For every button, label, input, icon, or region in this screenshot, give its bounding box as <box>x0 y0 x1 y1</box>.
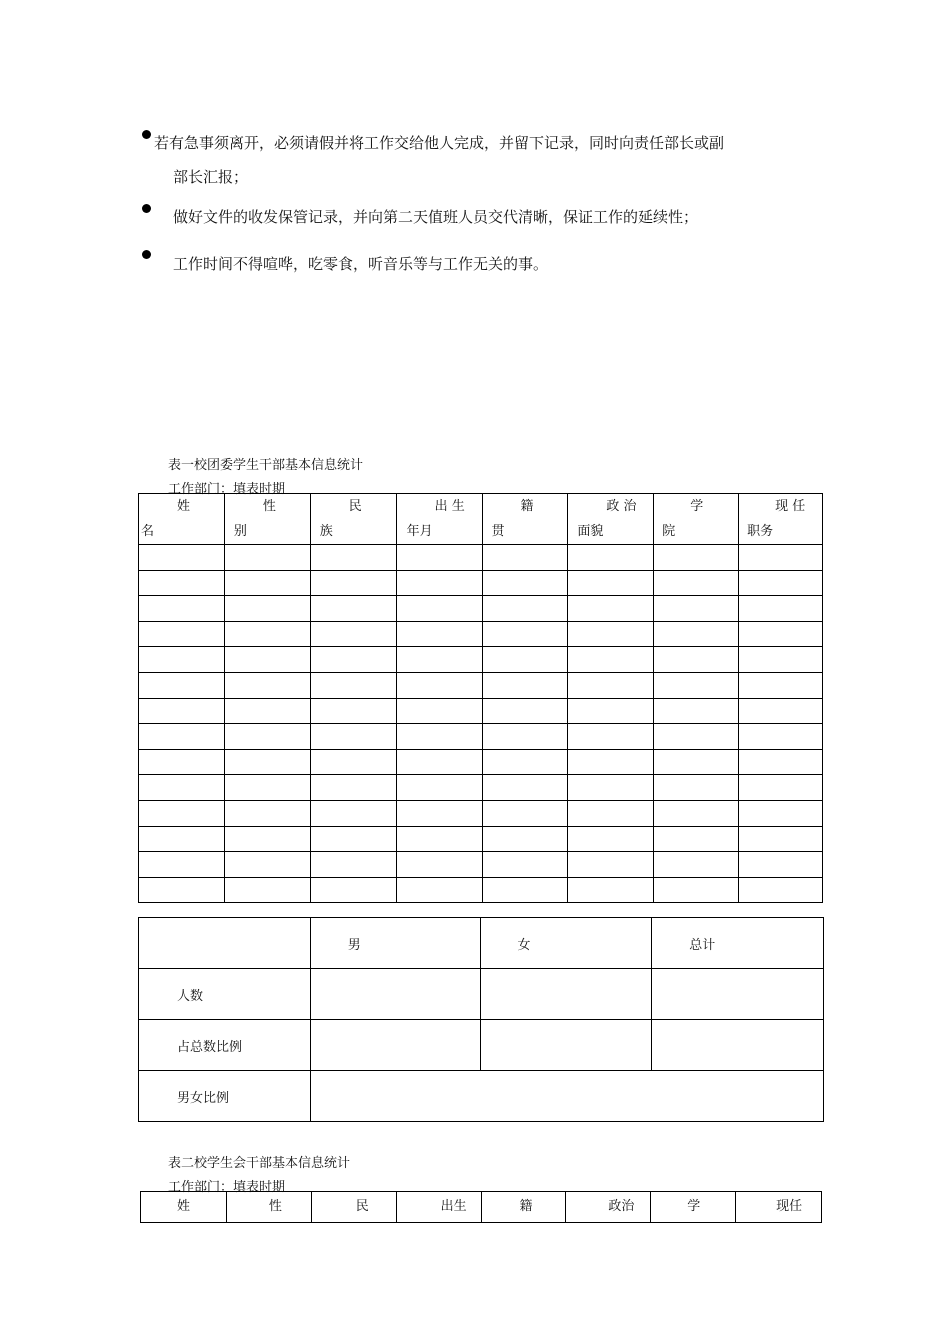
summary-col-total: 总计 <box>652 918 824 969</box>
table1-cell <box>396 800 482 826</box>
table1-cell <box>654 545 739 571</box>
table1-cell <box>310 545 396 571</box>
table1-cell <box>310 852 396 878</box>
table1-cell <box>568 698 654 724</box>
bullet-dot-icon <box>142 250 151 259</box>
table1-cell <box>568 545 654 571</box>
table1-cell <box>396 672 482 698</box>
table1-cell <box>568 596 654 622</box>
table1-cell <box>224 749 310 775</box>
summary-row-ratio-total <box>139 1020 824 1071</box>
table1-cell <box>568 749 654 775</box>
summary-row-count <box>139 969 824 1020</box>
table1-row <box>139 852 823 878</box>
summary-cell-merged <box>310 1071 823 1122</box>
table1-cell <box>396 826 482 852</box>
table1-cell <box>224 724 310 750</box>
summary-cell <box>480 1020 652 1071</box>
table1-row <box>139 545 823 571</box>
table1-cell <box>568 647 654 673</box>
table1-cell <box>654 852 739 878</box>
summary-cell <box>310 1020 480 1071</box>
table1-cell <box>310 800 396 826</box>
table1-cell <box>139 672 225 698</box>
table1-cell <box>654 749 739 775</box>
header-bottom: 别 <box>233 524 247 539</box>
summary-cell <box>480 969 652 1020</box>
table1-cell <box>568 672 654 698</box>
table1-cell <box>139 877 225 903</box>
table1-cell <box>654 698 739 724</box>
table1-cell <box>224 852 310 878</box>
table1-row <box>139 826 823 852</box>
table1-title: 表一校团委学生干部基本信息统计 <box>168 458 364 473</box>
table1-cell <box>654 596 739 622</box>
header-top: 性 <box>262 499 276 514</box>
table1-cell <box>568 570 654 596</box>
table1-row <box>139 621 823 647</box>
table1-cell <box>654 775 739 801</box>
table1-cell <box>654 724 739 750</box>
summary-cell <box>652 1020 824 1071</box>
table1-row <box>139 775 823 801</box>
table1-cell <box>396 621 482 647</box>
table1-cell <box>482 672 568 698</box>
table1-cell <box>396 596 482 622</box>
table1-cell <box>139 570 225 596</box>
table1-cell <box>139 724 225 750</box>
header-top: 民 <box>348 499 362 514</box>
table1-cell <box>654 877 739 903</box>
table1-cell <box>482 698 568 724</box>
table1-row <box>139 570 823 596</box>
table1-cell <box>310 621 396 647</box>
table1-cell <box>654 800 739 826</box>
header-bottom: 贯 <box>491 524 505 539</box>
table1-cell <box>568 877 654 903</box>
table1-cell <box>310 877 396 903</box>
table1-cell <box>224 877 310 903</box>
table1-cell <box>310 647 396 673</box>
table1-row <box>139 749 823 775</box>
table1-cell <box>139 596 225 622</box>
table1-cell <box>482 775 568 801</box>
table1-cell <box>396 775 482 801</box>
table1-cell <box>310 570 396 596</box>
header-top: 政 治 <box>606 499 637 514</box>
table1-cell <box>739 826 823 852</box>
summary-row-count-label: 人数 <box>139 969 311 1020</box>
summary-cell <box>310 969 480 1020</box>
header-bottom: 面貌 <box>577 524 604 539</box>
table1-cell <box>568 775 654 801</box>
table1-cell <box>310 672 396 698</box>
table1-cell <box>739 775 823 801</box>
table1-cell <box>654 647 739 673</box>
header-bottom: 族 <box>319 524 333 539</box>
bullet-dot-icon <box>142 130 151 139</box>
bullet-1-line-2: 部长汇报； <box>173 168 249 186</box>
table1-cell <box>654 621 739 647</box>
table2-header-cell: 籍 <box>481 1192 566 1223</box>
table1-cell <box>224 647 310 673</box>
table1-header-cell <box>310 494 396 545</box>
header-bottom: 名 <box>141 524 155 539</box>
summary-row-gender-ratio-label: 男女比例 <box>139 1071 311 1122</box>
table1-row <box>139 698 823 724</box>
table1-cell <box>396 877 482 903</box>
table1-cell <box>224 570 310 596</box>
table1-header-cell <box>568 494 654 545</box>
table1-cell <box>396 749 482 775</box>
summary-table <box>138 917 824 1122</box>
table1-cell <box>139 852 225 878</box>
header-bottom: 职务 <box>747 524 774 539</box>
table1-cell <box>739 621 823 647</box>
table1 <box>138 493 823 903</box>
table1-cell <box>739 596 823 622</box>
table1-cell <box>568 621 654 647</box>
table1-cell <box>654 672 739 698</box>
table2-header-cell: 性 <box>226 1192 311 1223</box>
header-top: 学 <box>690 499 704 514</box>
table1-cell <box>396 570 482 596</box>
table1-row <box>139 596 823 622</box>
table1-body <box>139 545 823 903</box>
table1-row <box>139 647 823 673</box>
table1-cell <box>568 826 654 852</box>
table1-header-cell <box>396 494 482 545</box>
table1-cell <box>482 570 568 596</box>
table1-cell <box>310 749 396 775</box>
table1-cell <box>482 877 568 903</box>
table1-row <box>139 724 823 750</box>
table1-cell <box>739 672 823 698</box>
table1-cell <box>568 852 654 878</box>
table2-subtitle: 工作部门：填表时期 <box>168 1180 286 1195</box>
table1-row <box>139 672 823 698</box>
table1-cell <box>139 621 225 647</box>
table1-row <box>139 877 823 903</box>
table1-cell <box>739 800 823 826</box>
header-top: 姓 <box>177 499 191 514</box>
table2-title: 表二校学生会干部基本信息统计 <box>168 1156 351 1171</box>
table1-cell <box>224 621 310 647</box>
table1-cell <box>739 724 823 750</box>
table1-cell <box>139 749 225 775</box>
table1-cell <box>396 647 482 673</box>
header-bottom: 院 <box>662 524 676 539</box>
summary-corner-cell <box>139 918 311 969</box>
table1-cell <box>568 800 654 826</box>
table1-cell <box>739 545 823 571</box>
table1-cell <box>396 698 482 724</box>
table1-cell <box>482 621 568 647</box>
table1-cell <box>224 826 310 852</box>
table1-cell <box>739 647 823 673</box>
table1-cell <box>139 698 225 724</box>
table2-header-row <box>141 1192 822 1223</box>
bullet-dot-icon <box>142 204 151 213</box>
table1-cell <box>224 775 310 801</box>
table2 <box>140 1191 822 1223</box>
table1-cell <box>139 775 225 801</box>
table1-subtitle: 工作部门：填表时期 <box>168 482 286 497</box>
table1-cell <box>310 698 396 724</box>
table1-cell <box>224 672 310 698</box>
table1-header-cell <box>139 494 225 545</box>
bullet-3-text: 工作时间不得喧哗，吃零食，听音乐等与工作无关的事。 <box>173 255 549 273</box>
table1-cell <box>482 826 568 852</box>
summary-col-female: 女 <box>480 918 652 969</box>
table1-header-cell <box>224 494 310 545</box>
table1-cell <box>482 545 568 571</box>
table2-header-cell: 出生 <box>396 1192 481 1223</box>
table1-cell <box>310 596 396 622</box>
table1-cell <box>139 647 225 673</box>
summary-cell <box>652 969 824 1020</box>
header-top: 出 生 <box>434 499 465 514</box>
table1-cell <box>396 545 482 571</box>
table1-cell <box>139 800 225 826</box>
table1-header-cell <box>482 494 568 545</box>
bullet-1-line-1: 若有急事须离开，必须请假并将工作交给他人完成，并留下记录，同时向责任部长或副 <box>154 134 725 152</box>
table1-cell <box>224 800 310 826</box>
header-bottom: 年月 <box>406 524 433 539</box>
header-top: 现 任 <box>775 499 806 514</box>
table1-cell <box>482 724 568 750</box>
table2-header-cell: 现任 <box>736 1192 822 1223</box>
table1-cell <box>482 852 568 878</box>
table2-header-cell: 学 <box>651 1192 736 1223</box>
summary-row-ratio-total-label: 占总数比例 <box>139 1020 311 1071</box>
table2-header-cell: 姓 <box>141 1192 227 1223</box>
table1-cell <box>739 852 823 878</box>
table1-cell <box>482 800 568 826</box>
table1-cell <box>224 596 310 622</box>
table1-cell <box>482 749 568 775</box>
summary-row-gender-ratio <box>139 1071 824 1122</box>
table1-cell <box>482 647 568 673</box>
bullet-2-text: 做好文件的收发保管记录，并向第二天值班人员交代清晰，保证工作的延续性； <box>173 208 699 226</box>
table1-cell <box>139 826 225 852</box>
table1-header-cell <box>739 494 823 545</box>
table1-cell <box>482 596 568 622</box>
header-top: 籍 <box>520 499 534 514</box>
table1-cell <box>139 545 225 571</box>
table2-header-cell: 民 <box>311 1192 396 1223</box>
table1-cell <box>739 749 823 775</box>
summary-header-row <box>139 918 824 969</box>
table1-cell <box>739 877 823 903</box>
table1-cell <box>310 775 396 801</box>
table1-cell <box>224 698 310 724</box>
table1-cell <box>310 724 396 750</box>
table1-cell <box>396 852 482 878</box>
table1-cell <box>739 698 823 724</box>
table1-cell <box>654 570 739 596</box>
table1-cell <box>310 826 396 852</box>
table2-header-cell: 政治 <box>566 1192 651 1223</box>
table1-cell <box>224 545 310 571</box>
table1-cell <box>654 826 739 852</box>
table1-row <box>139 800 823 826</box>
table1-cell <box>739 570 823 596</box>
table1-header-cell <box>654 494 739 545</box>
table1-cell <box>568 724 654 750</box>
table1-cell <box>396 724 482 750</box>
summary-col-male: 男 <box>310 918 480 969</box>
table1-header-row <box>139 494 823 545</box>
